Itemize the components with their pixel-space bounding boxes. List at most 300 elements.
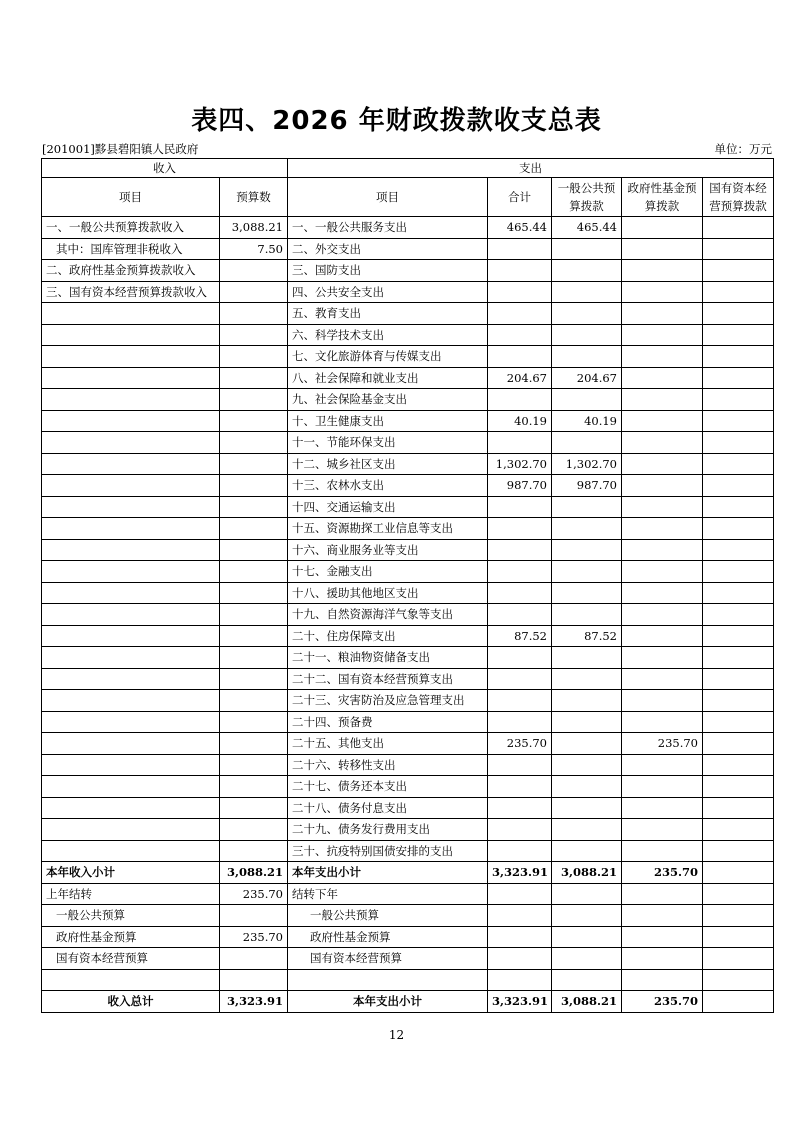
expense-item-cell: 十四、交通运输支出 — [288, 496, 488, 518]
state-capital-cell — [703, 647, 774, 669]
income-subtotal-amount: 3,088.21 — [220, 862, 288, 884]
gov-fund-cell — [622, 582, 703, 604]
gov-fund-cell — [622, 819, 703, 841]
expense-item-cell: 二十六、转移性支出 — [288, 754, 488, 776]
income-item-cell — [42, 754, 220, 776]
general-header: 一般公共预算拨款 — [552, 178, 622, 217]
state-capital-cell — [703, 346, 774, 368]
income-amount-cell — [220, 496, 288, 518]
general-cell — [552, 647, 622, 669]
header-row-1 — [42, 159, 774, 178]
total-cell — [488, 539, 552, 561]
state-capital-cell — [703, 604, 774, 626]
gov-fund-cell — [622, 260, 703, 282]
general-cell — [552, 754, 622, 776]
income-item-cell — [42, 389, 220, 411]
state-capital-cell — [703, 625, 774, 647]
income-item-cell — [42, 303, 220, 325]
table-row — [42, 389, 774, 411]
page-title: 表四、2026 年财政拨款收支总表 — [191, 106, 602, 136]
income-amount-cell — [220, 453, 288, 475]
income-amount-cell — [220, 733, 288, 755]
general-cell — [552, 539, 622, 561]
blank-row — [42, 969, 774, 991]
general-cell: 40.19 — [552, 410, 622, 432]
state-capital-cell — [703, 840, 774, 862]
carry-income-item: 上年结转 — [42, 883, 220, 905]
income-amount-cell — [220, 281, 288, 303]
table-row — [42, 604, 774, 626]
carry-gov-fund — [622, 883, 703, 905]
expense-item-cell: 二十四、预备费 — [288, 711, 488, 733]
income-item-cell — [42, 346, 220, 368]
general-cell: 465.44 — [552, 217, 622, 239]
expense-item-cell: 十七、金融支出 — [288, 561, 488, 583]
total-cell — [488, 754, 552, 776]
gov-fund-cell — [622, 346, 703, 368]
carry-expense-item: 结转下年 — [288, 883, 488, 905]
table-row — [42, 324, 774, 346]
subtotal-gov-fund: 235.70 — [622, 862, 703, 884]
expense-item-cell: 二、外交支出 — [288, 238, 488, 260]
table-row — [42, 260, 774, 282]
income-item-cell — [42, 668, 220, 690]
income-item-cell — [42, 819, 220, 841]
state-capital-cell — [703, 776, 774, 798]
income-amount-cell — [220, 776, 288, 798]
state-capital-cell — [703, 496, 774, 518]
gov-fund-cell — [622, 389, 703, 411]
table-row — [42, 281, 774, 303]
table-row — [42, 797, 774, 819]
expense-item-cell: 九、社会保险基金支出 — [288, 389, 488, 411]
income-amount-cell — [220, 711, 288, 733]
income-header: 收入 — [42, 159, 288, 178]
carry-expense-item: 一般公共预算 — [288, 905, 488, 927]
total-cell — [488, 690, 552, 712]
gov-fund-cell — [622, 625, 703, 647]
subtotal-general: 3,088.21 — [552, 862, 622, 884]
gov-fund-cell — [622, 604, 703, 626]
general-cell: 987.70 — [552, 475, 622, 497]
general-cell — [552, 432, 622, 454]
total-cell — [488, 432, 552, 454]
table-row — [42, 453, 774, 475]
total-cell — [488, 561, 552, 583]
table-row — [42, 733, 774, 755]
table-row — [42, 475, 774, 497]
gov-fund-cell — [622, 367, 703, 389]
income-amount-cell — [220, 754, 288, 776]
income-item-cell — [42, 647, 220, 669]
gov-fund-cell — [622, 840, 703, 862]
state-capital-cell — [703, 819, 774, 841]
total-cell — [488, 582, 552, 604]
organization-label: [201001]黟县碧阳镇人民政府 — [42, 142, 199, 156]
total-cell — [488, 238, 552, 260]
state-capital-cell — [703, 303, 774, 325]
gov-fund-cell — [622, 711, 703, 733]
carry-row — [42, 905, 774, 927]
income-item-cell: 二、政府性基金预算拨款收入 — [42, 260, 220, 282]
income-item-cell — [42, 776, 220, 798]
carry-gov-fund — [622, 905, 703, 927]
income-item-cell: 三、国有资本经营预算拨款收入 — [42, 281, 220, 303]
total-cell — [488, 819, 552, 841]
general-cell: 1,302.70 — [552, 453, 622, 475]
total-cell — [488, 668, 552, 690]
state-capital-cell — [703, 453, 774, 475]
table-row — [42, 754, 774, 776]
table-row — [42, 690, 774, 712]
carry-gov-fund — [622, 948, 703, 970]
income-amount-cell — [220, 518, 288, 540]
total-cell: 987.70 — [488, 475, 552, 497]
total-cell — [488, 496, 552, 518]
carry-general — [552, 883, 622, 905]
expense-item-cell: 十五、资源勘探工业信息等支出 — [288, 518, 488, 540]
income-amount-cell — [220, 797, 288, 819]
income-item-cell — [42, 625, 220, 647]
table-row — [42, 217, 774, 239]
total-header: 合计 — [488, 178, 552, 217]
income-amount-cell — [220, 647, 288, 669]
table-meta — [42, 141, 772, 157]
gov-fund-cell — [622, 561, 703, 583]
income-amount-cell — [220, 819, 288, 841]
general-cell — [552, 776, 622, 798]
income-item-cell — [42, 733, 220, 755]
income-item-cell — [42, 561, 220, 583]
blank-cell — [622, 969, 703, 991]
gov-fund-cell — [622, 776, 703, 798]
table-row — [42, 711, 774, 733]
expense-item-cell: 十一、节能环保支出 — [288, 432, 488, 454]
blank-cell — [288, 969, 488, 991]
income-amount-cell — [220, 303, 288, 325]
income-amount-cell — [220, 367, 288, 389]
total-cell: 204.67 — [488, 367, 552, 389]
carry-total — [488, 883, 552, 905]
expense-subtotal-label: 本年支出小计 — [288, 862, 488, 884]
income-item-cell — [42, 539, 220, 561]
general-cell — [552, 604, 622, 626]
total-cell: 87.52 — [488, 625, 552, 647]
table-row — [42, 518, 774, 540]
income-item-cell — [42, 453, 220, 475]
expense-item-cell: 七、文化旅游体育与传媒支出 — [288, 346, 488, 368]
total-cell — [488, 303, 552, 325]
income-amount-cell — [220, 346, 288, 368]
expense-grand-label: 本年支出小计 — [288, 991, 488, 1013]
total-cell: 1,302.70 — [488, 453, 552, 475]
general-cell — [552, 518, 622, 540]
state-capital-cell — [703, 367, 774, 389]
carry-general — [552, 926, 622, 948]
grand-state-capital — [703, 991, 774, 1013]
blank-cell — [552, 969, 622, 991]
total-cell — [488, 840, 552, 862]
expense-item-cell: 二十七、债务还本支出 — [288, 776, 488, 798]
carry-state-capital — [703, 883, 774, 905]
general-cell — [552, 346, 622, 368]
blank-cell — [703, 969, 774, 991]
expense-item-cell: 二十二、国有资本经营预算支出 — [288, 668, 488, 690]
state-capital-cell — [703, 410, 774, 432]
grand-general: 3,088.21 — [552, 991, 622, 1013]
income-amount-cell — [220, 260, 288, 282]
total-cell — [488, 797, 552, 819]
total-cell: 40.19 — [488, 410, 552, 432]
state-capital-cell — [703, 475, 774, 497]
gov-fund-cell — [622, 647, 703, 669]
expense-item-cell: 十二、城乡社区支出 — [288, 453, 488, 475]
total-cell — [488, 346, 552, 368]
table-row — [42, 625, 774, 647]
carry-income-item: 国有资本经营预算 — [42, 948, 220, 970]
total-cell — [488, 260, 552, 282]
general-cell — [552, 496, 622, 518]
grand-total-row — [42, 991, 774, 1013]
gov-fund-cell — [622, 217, 703, 239]
gov-fund-header: 政府性基金预算拨款 — [622, 178, 703, 217]
general-cell — [552, 324, 622, 346]
carry-general — [552, 948, 622, 970]
carry-expense-item: 国有资本经营预算 — [288, 948, 488, 970]
table-row — [42, 840, 774, 862]
table-row — [42, 410, 774, 432]
table-row — [42, 561, 774, 583]
expense-item-cell: 二十八、债务付息支出 — [288, 797, 488, 819]
general-cell — [552, 840, 622, 862]
gov-fund-cell — [622, 754, 703, 776]
expense-header: 支出 — [288, 159, 774, 178]
general-cell — [552, 561, 622, 583]
total-cell — [488, 647, 552, 669]
total-cell — [488, 389, 552, 411]
carry-state-capital — [703, 948, 774, 970]
income-item-header: 项目 — [42, 178, 220, 217]
general-cell: 87.52 — [552, 625, 622, 647]
income-item-cell — [42, 840, 220, 862]
gov-fund-cell — [622, 475, 703, 497]
total-cell — [488, 281, 552, 303]
header-row-2 — [42, 178, 774, 217]
gov-fund-cell — [622, 539, 703, 561]
expense-item-cell: 四、公共安全支出 — [288, 281, 488, 303]
expense-item-cell: 三、国防支出 — [288, 260, 488, 282]
gov-fund-cell — [622, 324, 703, 346]
income-item-cell — [42, 432, 220, 454]
unit-label: 单位：万元 — [714, 142, 772, 156]
grand-total: 3,323.91 — [488, 991, 552, 1013]
budget-table — [41, 158, 774, 1013]
income-item-cell — [42, 582, 220, 604]
blank-cell — [220, 969, 288, 991]
total-cell — [488, 324, 552, 346]
expense-item-cell: 六、科学技术支出 — [288, 324, 488, 346]
income-subtotal-label: 本年收入小计 — [42, 862, 220, 884]
income-amount-cell — [220, 475, 288, 497]
carry-income-amount: 235.70 — [220, 883, 288, 905]
table-row — [42, 776, 774, 798]
table-row — [42, 582, 774, 604]
income-amount-cell — [220, 840, 288, 862]
income-item-cell — [42, 797, 220, 819]
carry-income-item: 政府性基金预算 — [42, 926, 220, 948]
table-row — [42, 303, 774, 325]
income-amount-cell — [220, 582, 288, 604]
state-capital-cell — [703, 260, 774, 282]
carry-row — [42, 948, 774, 970]
income-amount-cell — [220, 324, 288, 346]
general-cell — [552, 260, 622, 282]
state-capital-cell — [703, 668, 774, 690]
gov-fund-cell — [622, 668, 703, 690]
gov-fund-cell: 235.70 — [622, 733, 703, 755]
income-item-cell — [42, 496, 220, 518]
state-capital-cell — [703, 324, 774, 346]
state-capital-cell — [703, 733, 774, 755]
carry-row — [42, 883, 774, 905]
general-cell — [552, 389, 622, 411]
total-cell — [488, 518, 552, 540]
income-amount-cell — [220, 561, 288, 583]
income-amount-cell — [220, 539, 288, 561]
income-item-cell: 一、一般公共预算拨款收入 — [42, 217, 220, 239]
income-amount-cell — [220, 604, 288, 626]
carry-state-capital — [703, 905, 774, 927]
state-capital-cell — [703, 711, 774, 733]
gov-fund-cell — [622, 303, 703, 325]
income-amount-cell — [220, 389, 288, 411]
table-row — [42, 367, 774, 389]
state-capital-cell — [703, 389, 774, 411]
state-capital-cell — [703, 238, 774, 260]
carry-state-capital — [703, 926, 774, 948]
income-grand-label: 收入总计 — [42, 991, 220, 1013]
table-row — [42, 668, 774, 690]
general-cell: 204.67 — [552, 367, 622, 389]
state-capital-header: 国有资本经营预算拨款 — [703, 178, 774, 217]
gov-fund-cell — [622, 453, 703, 475]
carry-general — [552, 905, 622, 927]
expense-item-cell: 二十五、其他支出 — [288, 733, 488, 755]
state-capital-cell — [703, 582, 774, 604]
blank-cell — [42, 969, 220, 991]
income-amount-cell — [220, 668, 288, 690]
subtotal-row — [42, 862, 774, 884]
state-capital-cell — [703, 432, 774, 454]
income-item-cell — [42, 324, 220, 346]
state-capital-cell — [703, 561, 774, 583]
total-cell — [488, 604, 552, 626]
subtotal-total: 3,323.91 — [488, 862, 552, 884]
expense-item-cell: 十八、援助其他地区支出 — [288, 582, 488, 604]
general-cell — [552, 582, 622, 604]
carry-row — [42, 926, 774, 948]
general-cell — [552, 281, 622, 303]
income-amount-cell — [220, 625, 288, 647]
carry-total — [488, 948, 552, 970]
income-amount-cell: 7.50 — [220, 238, 288, 260]
carry-income-item: 一般公共预算 — [42, 905, 220, 927]
general-cell — [552, 303, 622, 325]
gov-fund-cell — [622, 410, 703, 432]
carry-total — [488, 926, 552, 948]
state-capital-cell — [703, 797, 774, 819]
income-amount-cell — [220, 690, 288, 712]
table-row — [42, 238, 774, 260]
page-number: 12 — [388, 1028, 405, 1042]
total-cell: 465.44 — [488, 217, 552, 239]
expense-item-cell: 十九、自然资源海洋气象等支出 — [288, 604, 488, 626]
state-capital-cell — [703, 217, 774, 239]
state-capital-cell — [703, 690, 774, 712]
table-row — [42, 346, 774, 368]
expense-item-cell: 三十、抗疫特别国债安排的支出 — [288, 840, 488, 862]
table-row — [42, 647, 774, 669]
blank-cell — [488, 969, 552, 991]
expense-item-cell: 八、社会保障和就业支出 — [288, 367, 488, 389]
carry-gov-fund — [622, 926, 703, 948]
total-cell: 235.70 — [488, 733, 552, 755]
subtotal-state-capital — [703, 862, 774, 884]
general-cell — [552, 733, 622, 755]
state-capital-cell — [703, 518, 774, 540]
table-row — [42, 539, 774, 561]
expense-item-cell: 十三、农林水支出 — [288, 475, 488, 497]
general-cell — [552, 797, 622, 819]
income-amount-cell — [220, 410, 288, 432]
general-cell — [552, 690, 622, 712]
income-item-cell — [42, 711, 220, 733]
expense-item-cell: 二十九、债务发行费用支出 — [288, 819, 488, 841]
gov-fund-cell — [622, 518, 703, 540]
gov-fund-cell — [622, 281, 703, 303]
expense-item-cell: 二十、住房保障支出 — [288, 625, 488, 647]
income-budget-header: 预算数 — [220, 178, 288, 217]
gov-fund-cell — [622, 690, 703, 712]
table-row — [42, 432, 774, 454]
general-cell — [552, 819, 622, 841]
income-amount-cell — [220, 432, 288, 454]
state-capital-cell — [703, 754, 774, 776]
gov-fund-cell — [622, 238, 703, 260]
general-cell — [552, 711, 622, 733]
income-grand-amount: 3,323.91 — [220, 991, 288, 1013]
carry-expense-item: 政府性基金预算 — [288, 926, 488, 948]
expense-item-cell: 十六、商业服务业等支出 — [288, 539, 488, 561]
carry-income-amount — [220, 905, 288, 927]
income-item-cell — [42, 604, 220, 626]
income-item-cell — [42, 367, 220, 389]
income-item-cell — [42, 518, 220, 540]
income-amount-cell: 3,088.21 — [220, 217, 288, 239]
income-item-cell — [42, 410, 220, 432]
income-item-cell — [42, 475, 220, 497]
table-row — [42, 819, 774, 841]
expense-item-cell: 二十三、灾害防治及应急管理支出 — [288, 690, 488, 712]
grand-gov-fund: 235.70 — [622, 991, 703, 1013]
expense-item-header: 项目 — [288, 178, 488, 217]
expense-item-cell: 五、教育支出 — [288, 303, 488, 325]
gov-fund-cell — [622, 432, 703, 454]
income-item-cell — [42, 690, 220, 712]
state-capital-cell — [703, 281, 774, 303]
general-cell — [552, 238, 622, 260]
carry-income-amount — [220, 948, 288, 970]
